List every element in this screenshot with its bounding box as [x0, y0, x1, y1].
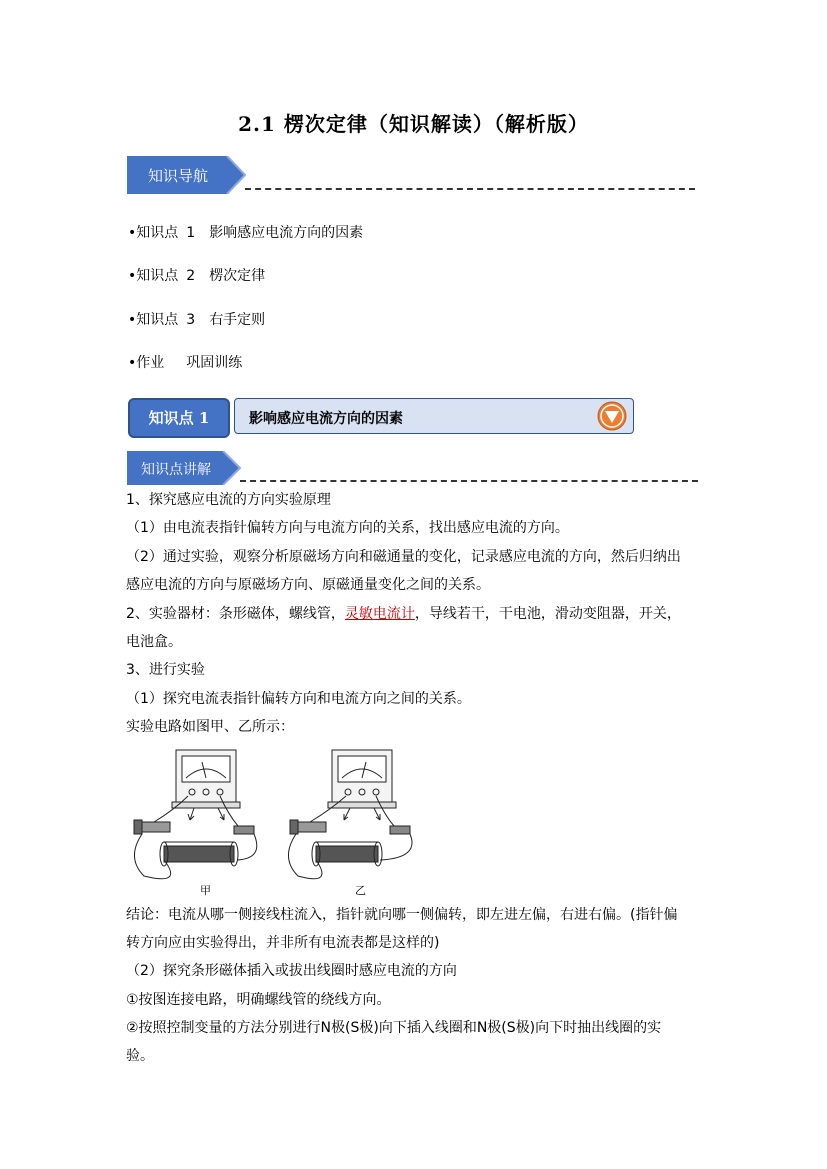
kp1-title-bar [234, 398, 634, 434]
paragraph: 1、探究感应电流的方向实验原理 [126, 492, 331, 508]
toc-item[interactable]: •作业 巩固训练 [128, 355, 243, 371]
paragraph: 2、实验器材：条形磁体，螺线管，灵敏电流计，导线若干，干电池，滑动变阻器，开关， [126, 606, 681, 622]
paragraph: 验。 [126, 1048, 154, 1064]
page-title: 2.1 楞次定律（知识解读）（解析版） [238, 112, 589, 136]
paragraph: 转方向应由实验得出，并非所有电流表都是这样的) [126, 935, 440, 951]
paragraph: （2）探究条形磁体插入或拔出线圈时感应电流的方向 [126, 963, 457, 979]
kp1-title: 影响感应电流方向的因素 [249, 411, 403, 427]
paragraph: （1）探究电流表指针偏转方向和电流方向之间的关系。 [126, 691, 471, 707]
paragraph: 结论：电流从哪一侧接线柱流入，指针就向哪一侧偏转，即左进左偏，右进右偏。(指针偏 [126, 907, 678, 923]
toc-item[interactable]: •知识点 2 楞次定律 [128, 268, 266, 284]
toc-item[interactable]: •知识点 1 影响感应电流方向的因素 [128, 225, 364, 241]
circuit-figure [124, 748, 424, 898]
paragraph: 实验电路如图甲、乙所示： [126, 719, 294, 735]
collapse-triangle-icon[interactable] [597, 401, 627, 431]
toc-item[interactable]: •知识点 3 右手定则 [128, 312, 266, 328]
paragraph: ②按照控制变量的方法分别进行N极(S极)向下插入线圈和N极(S极)向下时抽出线圈的实 [126, 1020, 662, 1036]
explain-banner-label: 知识点讲解 [141, 462, 211, 478]
glossary-link[interactable]: 灵敏电流计 [344, 606, 415, 622]
paragraph: （2）通过实验，观察分析原磁场方向和磁通量的变化，记录感应电流的方向，然后归纳出 [126, 549, 681, 565]
divider [245, 188, 695, 190]
nav-banner-label: 知识导航 [148, 167, 209, 185]
divider [240, 480, 698, 482]
paragraph: 3、进行实验 [126, 662, 205, 678]
paragraph: ①按图连接电路，明确螺线管的绕线方向。 [126, 992, 391, 1008]
paragraph: （1）由电流表指针偏转方向与电流方向的关系，找出感应电流的方向。 [126, 520, 569, 536]
paragraph: 感应电流的方向与原磁场方向、原磁通量变化之间的关系。 [126, 577, 490, 593]
figure-label-left: 甲 [200, 884, 211, 897]
kp1-label: 知识点 1 [128, 398, 230, 438]
paragraph: 电池盒。 [126, 634, 182, 650]
figure-label-right: 乙 [355, 884, 366, 897]
